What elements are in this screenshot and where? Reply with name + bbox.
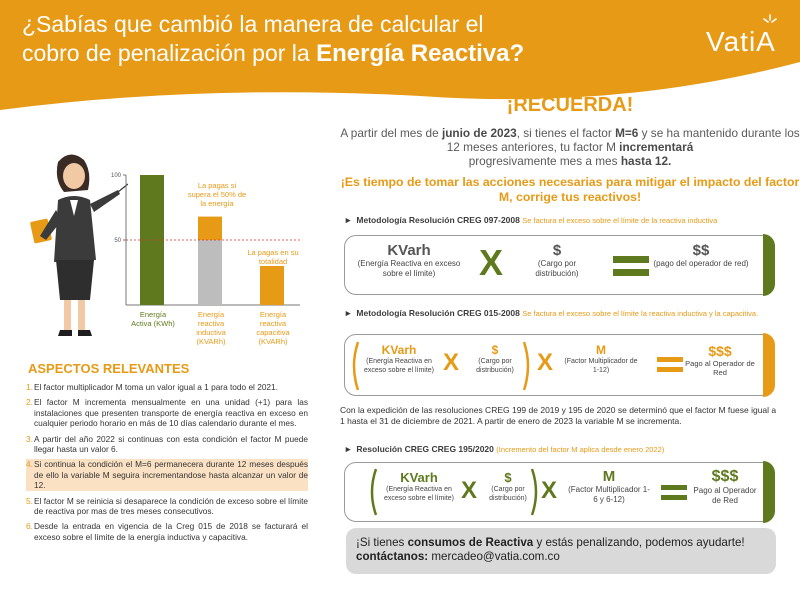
banner-text: y estás penalizando, podemos ayudarte! bbox=[533, 536, 745, 549]
multiply-icon: X bbox=[461, 477, 478, 504]
aspecto-item bbox=[26, 382, 308, 392]
dollar-description: (Cargo por distribución) bbox=[535, 259, 579, 278]
bar-segment bbox=[198, 217, 222, 240]
kvarh-label: KVarh bbox=[381, 343, 417, 357]
result-label: $$ bbox=[692, 242, 710, 259]
title-line-2: cobro de penalización por la bbox=[22, 40, 317, 66]
result-description: (pago del operador de red) bbox=[653, 259, 749, 268]
result-description: Pago al Operador de Red bbox=[685, 359, 755, 377]
intro-text: A partir del mes de bbox=[340, 126, 442, 140]
aspecto-text: Desde la entrada en vigencia de la Creg 015 de 2018 se facturará el exceso sobre el límite de la energía inductiva y capacitiva. bbox=[34, 521, 308, 542]
kvarh-label: KVarh bbox=[400, 470, 438, 485]
met1-kvarh bbox=[353, 242, 465, 279]
m-label: M bbox=[596, 343, 606, 357]
dollar-label: $ bbox=[552, 242, 562, 259]
recuerda-heading: ¡RECUERDA! bbox=[506, 94, 634, 116]
title-highlight: Energía Reactiva? bbox=[316, 40, 525, 67]
equals-icon bbox=[657, 355, 683, 375]
banner-text: ¡Si tienes bbox=[356, 536, 408, 549]
aspecto-item-highlighted bbox=[26, 459, 308, 490]
kvarh-label: KVarh bbox=[387, 242, 431, 259]
met3-subtitle: (Incremento del factor M aplica desde enero 2022) bbox=[496, 445, 665, 454]
intro-bold: hasta 12. bbox=[620, 154, 672, 168]
close-paren-icon bbox=[523, 341, 533, 391]
aspecto-text: El factor M incrementa mensualmente en una unidad (+1) para las instalaciones que presenten transporte de energía reactiva en exceso en cualquier periodo horario en más de 10 días calendario durante el mes. bbox=[34, 397, 308, 429]
aspecto-item bbox=[26, 521, 308, 542]
met2-result bbox=[683, 343, 757, 377]
dollar-label: $ bbox=[491, 343, 499, 357]
aspecto-number: 4. bbox=[26, 459, 33, 470]
aspecto-text: El factor multiplicador M toma un valor igual a 1 para todo el 2021. bbox=[34, 382, 278, 392]
met1-result bbox=[651, 242, 751, 269]
met3-dollar bbox=[483, 470, 533, 503]
aspecto-item bbox=[26, 496, 308, 517]
y-tick-label: 50 bbox=[114, 238, 121, 244]
met2-m bbox=[563, 343, 639, 375]
title-line-1: ¿Sabías que cambió la manera de calcular el bbox=[22, 11, 484, 37]
banner-line-2 bbox=[356, 550, 766, 564]
result-label: $$$ bbox=[708, 343, 732, 359]
arrow-icon: ► bbox=[344, 444, 353, 454]
category-label-inductive: Energía reactiva inductiva (KVARh) bbox=[196, 310, 226, 346]
dollar-description: (Cargo por distribución) bbox=[489, 486, 527, 502]
aspecto-item bbox=[26, 434, 308, 455]
aspecto-text: El factor M se reinicia si desaparece la condición de exceso sobre el límite de reactiva por mas de tres meses consecutivos. bbox=[34, 495, 308, 517]
met2-accent-bar bbox=[763, 333, 775, 397]
met3-m bbox=[567, 468, 651, 505]
equals-icon bbox=[661, 483, 687, 503]
met3-formula bbox=[344, 462, 774, 522]
met2-dollar bbox=[467, 343, 523, 375]
contact-label: contáctanos: bbox=[356, 550, 429, 563]
met3-result bbox=[689, 468, 761, 506]
sun-icon bbox=[762, 14, 778, 30]
met1-dollar bbox=[517, 242, 597, 279]
contact-banner bbox=[346, 528, 776, 574]
aspecto-text: A partir del año 2022 si continuas con esta condición el factor M puede llegar hasta un valor 6. bbox=[34, 433, 308, 455]
dollar-label: $ bbox=[504, 470, 512, 485]
arrow-icon: ► bbox=[344, 308, 353, 318]
page-title bbox=[22, 10, 622, 68]
aspecto-item bbox=[26, 397, 308, 428]
met2-title: Metodología Resolución CREG 015-2008 bbox=[356, 308, 520, 318]
met3-heading bbox=[344, 444, 664, 454]
aspecto-number: 2. bbox=[26, 397, 33, 408]
met3-kvarh bbox=[377, 470, 461, 503]
aspecto-number: 3. bbox=[26, 433, 33, 444]
m-label: M bbox=[602, 468, 616, 485]
intro-bold: incrementará bbox=[619, 140, 694, 154]
met2-formula bbox=[344, 334, 774, 396]
met1-subtitle: Se factura el exceso sobre el límite de la reactiva inductiva bbox=[522, 216, 718, 225]
intro-bold: junio de 2023 bbox=[441, 126, 517, 140]
chart-note-capacitive: La pagas en su totalidad bbox=[247, 248, 299, 266]
equals-icon bbox=[613, 254, 649, 278]
category-label-capacitive: Energía reactiva capacitiva (KVARh) bbox=[256, 310, 290, 346]
aspecto-number: 1. bbox=[26, 382, 33, 392]
met1-formula bbox=[344, 235, 774, 295]
m-description: (Factor Multiplicador 1-6 y 6-12) bbox=[568, 485, 650, 504]
open-paren-icon bbox=[367, 468, 377, 516]
open-paren-icon bbox=[349, 341, 359, 391]
kvarh-description: (Energía Reactiva en exceso sobre el límite) bbox=[383, 486, 455, 502]
met1-heading bbox=[344, 215, 717, 225]
met2-heading bbox=[344, 308, 774, 318]
intro-bold: M=6 bbox=[615, 126, 639, 140]
met2-subtitle: Se factura el exceso sobre el límite la reactiva inductiva y la capacitiva. bbox=[522, 309, 759, 318]
aspectos-list bbox=[26, 382, 308, 547]
bar-segment bbox=[260, 266, 284, 305]
dollar-description: (Cargo por distribución) bbox=[476, 358, 514, 374]
close-paren-icon bbox=[531, 468, 541, 516]
kvarh-description: (Energía Reactiva en exceso sobre el límite) bbox=[357, 259, 461, 278]
y-tick-label: 100 bbox=[110, 173, 121, 179]
multiply-icon: X bbox=[479, 242, 504, 283]
vatia-logo: VatiA bbox=[706, 26, 776, 57]
aspecto-number: 6. bbox=[26, 521, 33, 532]
met3-accent-bar bbox=[763, 461, 775, 523]
aspecto-text: Si continua la condición el M=6 permanecera durante 12 meses después de ello la variable M seguira incrementandose hasta alcanzar un valor de 12. bbox=[34, 459, 308, 491]
recuerda-intro bbox=[340, 126, 800, 168]
m-description: (Factor Multiplicador de 1-12) bbox=[564, 358, 638, 374]
multiply-icon: X bbox=[537, 349, 554, 376]
intro-text: , si tienes el factor bbox=[516, 126, 616, 140]
chart-note-inductive: La pagas si supera el 50% de la energía bbox=[187, 181, 247, 208]
met1-accent-bar bbox=[763, 234, 775, 296]
banner-bold: consumos de Reactiva bbox=[407, 536, 534, 549]
bar-segment bbox=[198, 240, 222, 305]
multiply-icon: X bbox=[541, 477, 558, 504]
aspectos-title: ASPECTOS RELEVANTES bbox=[28, 361, 190, 376]
met1-title: Metodología Resolución CREG 097-2008 bbox=[356, 215, 520, 225]
arrow-icon: ► bbox=[344, 215, 353, 225]
category-label-active: Energía Activa (KWh) bbox=[131, 310, 175, 328]
intro-text: progresivamente mes a mes bbox=[468, 154, 621, 168]
kvarh-description: (Energía Reactiva en exceso sobre el límite) bbox=[363, 358, 435, 374]
result-label: $$$ bbox=[711, 468, 739, 485]
energy-chart bbox=[100, 165, 360, 345]
result-description: Pago al Operador de Red bbox=[693, 486, 757, 505]
met2-kvarh bbox=[359, 343, 439, 375]
contact-email[interactable]: mercadeo@vatia.com.co bbox=[428, 550, 560, 563]
multiply-icon: X bbox=[443, 349, 460, 376]
aspecto-number: 5. bbox=[26, 495, 33, 506]
banner-line-1 bbox=[356, 536, 766, 550]
call-to-action: ¡Es tiempo de tomar las acciones necesarias para mitigar el impacto del factor M, corrige tus reactivos! bbox=[340, 175, 800, 204]
expedicion-paragraph: Con la expedición de las resoluciones CREG 199 de 2019 y 195 de 2020 se determinó que el factor M fuese igual a 1 hasta el 31 de diciembre de 2021. A partir de enero de 2023 la variable M se incrementa. bbox=[340, 405, 777, 426]
intro-text: y se ha mantenido durante los 12 meses anteriores, tu factor M bbox=[446, 126, 800, 154]
met3-title: Resolución CREG CREG 195/2020 bbox=[356, 444, 494, 454]
